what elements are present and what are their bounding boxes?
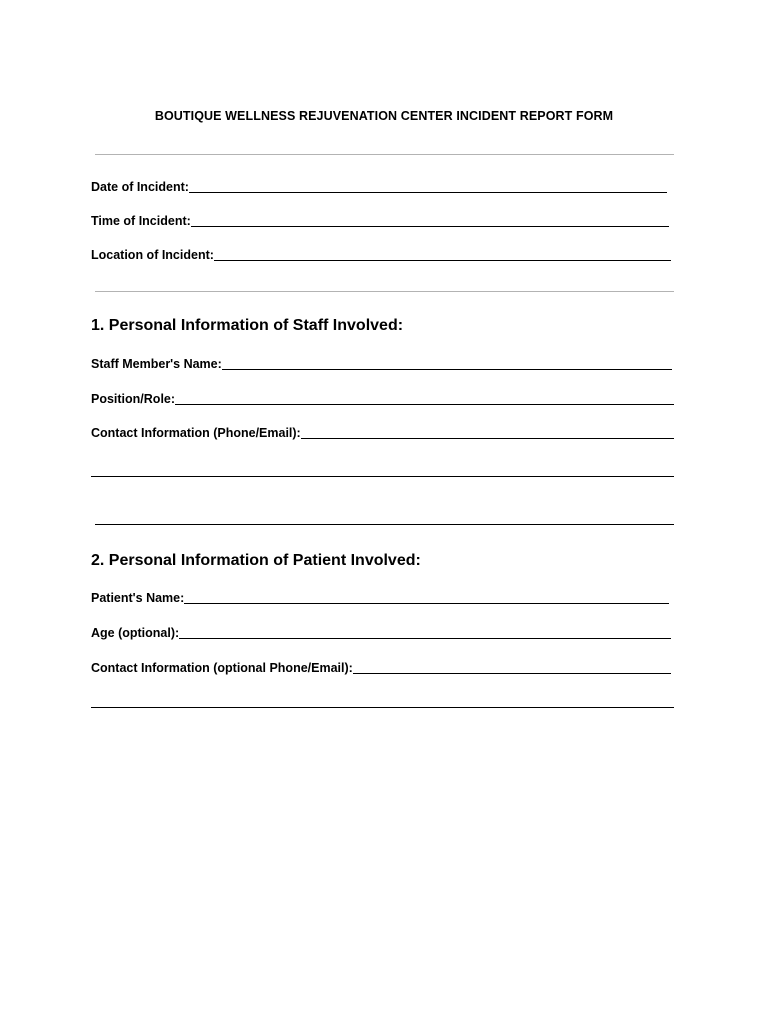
patient-age-blank[interactable] bbox=[179, 625, 671, 639]
patient-name-field[interactable] bbox=[91, 589, 669, 605]
patient-contact-label: Contact Information (optional Phone/Email): bbox=[91, 661, 353, 675]
patient-age-field[interactable] bbox=[91, 624, 671, 640]
position-role-blank[interactable] bbox=[175, 391, 674, 405]
staff-name-field[interactable] bbox=[91, 355, 672, 371]
time-of-incident-field[interactable] bbox=[91, 212, 669, 228]
patient-contact-blank[interactable] bbox=[353, 660, 671, 674]
position-role-label: Position/Role: bbox=[91, 392, 176, 406]
time-of-incident-label: Time of Incident: bbox=[91, 214, 191, 228]
date-of-incident-field[interactable] bbox=[91, 178, 667, 194]
date-of-incident-blank[interactable] bbox=[189, 179, 667, 193]
time-of-incident-blank[interactable] bbox=[191, 213, 669, 227]
location-of-incident-label: Location of Incident: bbox=[91, 248, 214, 262]
staff-extra-blank-line[interactable] bbox=[91, 476, 674, 477]
section-divider bbox=[95, 291, 674, 292]
section-divider bbox=[95, 154, 674, 155]
date-of-incident-label: Date of Incident: bbox=[91, 180, 189, 194]
form-title: BOUTIQUE WELLNESS REJUVENATION CENTER INCIDENT REPORT FORM bbox=[154, 109, 614, 123]
staff-contact-field[interactable] bbox=[91, 424, 674, 440]
location-of-incident-field[interactable] bbox=[91, 246, 671, 262]
staff-name-label: Staff Member's Name: bbox=[91, 357, 222, 371]
staff-section-heading: 1. Personal Information of Staff Involved: bbox=[91, 317, 404, 334]
patient-name-label: Patient's Name: bbox=[91, 591, 185, 605]
staff-name-blank[interactable] bbox=[222, 356, 672, 370]
patient-section-heading: 2. Personal Information of Patient Involved: bbox=[91, 552, 421, 569]
staff-contact-blank[interactable] bbox=[301, 425, 674, 439]
position-role-field[interactable] bbox=[91, 390, 674, 406]
patient-extra-blank-line[interactable] bbox=[91, 707, 674, 708]
staff-contact-label: Contact Information (Phone/Email): bbox=[91, 426, 301, 440]
patient-contact-field[interactable] bbox=[91, 659, 671, 675]
location-of-incident-blank[interactable] bbox=[214, 247, 671, 261]
section-divider-line bbox=[95, 524, 674, 525]
patient-name-blank[interactable] bbox=[184, 590, 669, 604]
patient-age-label: Age (optional): bbox=[91, 626, 180, 640]
